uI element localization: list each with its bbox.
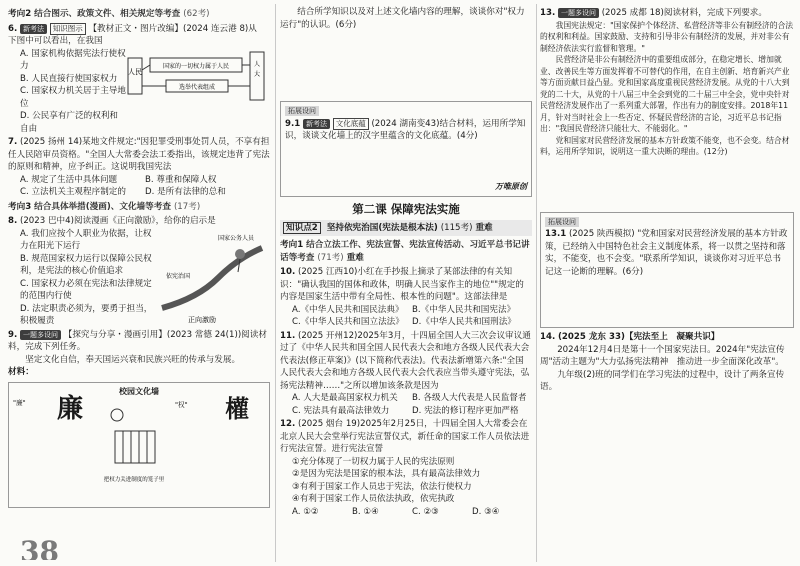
culture-wall-box: 校园文化墙 "廉" 廉 把权力关进制度的笼子里 "权" 權: [8, 382, 270, 508]
brand-logo: 万唯原创: [495, 181, 527, 191]
question-12: 12. (2025 烟台 19)2025年2月25日，十四届全国人大常委会在北京人民大会堂举行宪法宣誓仪式，新任命的国家工作人员依法进行宪法宣誓。进行宪法宣誓 ①充分体现了一切权力属于人民的宪法原则 ②是因为宪法是国家的根本法，具有最高法律效力 ③有利于国家工作人员忠于宪法，依法行使权力 ④有利于国家工作人员依法执政，依宪执政 A. ①② B. ①④ C. ②③ D. ③④: [280, 419, 530, 517]
svg-text:国家公务人员: 国家公务人员: [218, 234, 255, 242]
question-11: 11. (2025 开州12)2025年3月，十四届全国人大三次会议审议通过了《中华人民共和国全国人民代表大会和地方各级人民代表大会代表法(修正草案)》(以下简称代表法)。代表法新增第六条:"全国人民代表大会和地方各级人民代表大会代表应当带头遵守宪法，弘扬宪法精神……"之所以增加该条款是因为 A. 人大是最高国家权力机关 B. 各级人大代表是人民监督者 C. 宪法具有最高法律效力 D. 宪法的修订程序更加严格: [280, 330, 531, 416]
power-flow-diagram: [126, 50, 266, 102]
column-divider: [536, 4, 537, 562]
page-number: 38: [20, 534, 59, 560]
right-column: [540, 6, 794, 560]
question-9: 9. 一题多设问 【探究与分享・漫画引用】(2023 常德 24(1))阅读材料，完成下列任务。 坚定文化自信，奉天国运兴衰和民族兴旺的传承与发展。 材料： 校园文化墙 "廉" 廉 把权力关进制度的笼子里 "权" 權: [8, 329, 270, 508]
svg-text:把权力关进制度的笼子里: 把权力关进制度的笼子里: [103, 476, 165, 483]
question-7: 7. (2025 扬州 14)某地文件规定:"因犯罪受刑事处罚人员，不享有担任人民陪审员资格。"全国人大常委会法工委指出，该规定违背了宪法的原则和精神，应予纠正。这说明我国宪法 A. 规定了生活中具体问题 B. 尊重和保障人权 C. 立法机关主观程序制定的 D. 是所有法律的总和: [8, 137, 270, 197]
extended-question-13-1: 拓展设问 13.1 (2025 陕西模拟) "党和国家对民营经济发展的基本方针政策，已经纳入中国特色社会主义制度体系，将一以贯之坚持和落实，不能变，也不会变。"联系所学知识，谈谈你对习近平总书记这一论断的理解。(6分): [540, 212, 794, 329]
svg-text:国家的一切权力属于人民: 国家的一切权力属于人民: [162, 62, 230, 70]
svg-text:大: 大: [253, 70, 261, 78]
exam-direction-1: 考向1 结合立法工作、宪法宣誓、宪法宣传活动、习近平总书记讲话等考查 (71考) 重难: [280, 240, 530, 263]
column-divider: [275, 4, 276, 562]
exam-direction-3: 考向3 结合具体举措(漫画)、文化墙等考查 (17考): [8, 201, 201, 212]
people-box-label: 人民: [128, 67, 142, 76]
answer-space[interactable]: [540, 162, 794, 208]
extended-question-9-1: 拓展设问 9.1 新考法 文化底蕴 (2024 湖南变43)结合材料，运用所学知识，谈谈文化墙上的汉字里蕴含的文化底蕴。(4分) 万唯原创: [280, 101, 532, 197]
question-10: 10. (2025 江西10)小红在手抄报上摘录了某部法律的有关知识："确认我国的国体和政体，明确人民当家作主的地位""规定的内容是国家生活中带有全局性、根本性的问题"。这部法律是 A.《中华人民共和国民法典》 B.《中华人民共和国宪法》 C.《中华人民共和国立法法》 D.《中华人民共和国刑法》: [280, 267, 524, 327]
svg-text:选举代表组成: 选举代表组成: [178, 83, 216, 91]
exam-direction-2: 考向2 结合图示、政策文件、相关规定等考查 (62考): [8, 9, 210, 19]
section-title: 第二课 保障宪法实施: [352, 202, 460, 216]
npc-label: 人: [253, 60, 261, 68]
new-method-tag: 新考法: [20, 24, 47, 34]
svg-text:依宪治国: 依宪治国: [166, 272, 191, 280]
left-column: [8, 6, 270, 560]
question-6: 6. 新考法 知识图示 【教材正文・图片改编】(2024 连云港 8)从 下图中可以看出，在我国 A. 国家机构依据宪法行使权力 B. 人民直接行使国家权力 C. 国家权力机关居于主导地位 D. 公民享有广泛的权利和自由 人民 国家的一切权力属于人民 人 大 选举代表组成: [8, 23, 270, 136]
positive-incentive-cartoon: [158, 228, 266, 324]
svg-text:正向激励: 正向激励: [188, 315, 216, 324]
knowledge-point-2: 知识点2 坚持依宪治国(宪法是根本法) (115考) 重难: [280, 220, 532, 237]
question-13: 13. 一题多设问 (2025 成都 18)阅读材料，完成下列要求。 我国宪法规定："国家保护个体经济、私营经济等非公有制经济的合法的权利和利益。国家鼓励、支持和引导非公有制经济的发展，并对非公有制经济依法实行监督和管理。" 民营经济是非公有制经济中的重要组成部分，在稳定增长、增加就业、改善民生等方面发挥着不可替代的作用，在自主创新、培育新兴产业等方面贡献日益凸显。党和国家高度重视民营经济发展。从党的十八大到党的二十大，从党的十八届三中全会到党的二十届三中全会，党中央针对民营经济发展作出了一系列重大部署，作出有力的制度安排。2018年11月，针对当时社会上一些否定、怀疑民营经济的言论，习近平总书记指出："我国民营经济只能壮大、不能弱化。" 党和国家对民营经济发展的基本方针政策不能变，也不会变。结合材料，运用所学知识，说明这一重大决断的理由。(12分): [540, 8, 794, 156]
middle-column: 结合所学知识以及对上述文化墙内容的理解，谈谈你对"权力运行"的认识。(6分) 拓展设问 9.1 新考法 文化底蕴 (2024 湖南变43)结合材料，运用所学知识，谈谈文化墙上的汉字里蕴含的文化底蕴。(4分) 万唯原创 第二课 保障宪法实施 知识点2 坚持依宪治国(宪法是根本法) (115考) 重难 考向1 结合立法工作、宪法宣誓、宪法宣传活动、习近平总书记讲话等考查 (71考) 重难 10. (2025 江西10)小红在手抄报上摘录了某部法律的有关知识："确认我国的国体和政体，明确人民当家作主的地位""规定的内容是国家生活中带有全局性、根本性的问题"。这部法律是 A.《中华人民共和国民法典》 B.《中华人民共和国宪法》 C.《中华人民共和国立法法》 D.《中华人民共和国刑法》 11. (2025 开州12)2025年3月，十四届全国人大三次会议审议通过了《中华人民共和国全国人民代表大会和地方各级人民代表大会代表法(修正草案)》(以下简称代表法)。代表法新增第六条:"全国人民代表大会和地方各级人民代表大会代表应当带头遵守宪法，弘扬宪法精神……"之所以增加该条款是因为 A. 人大是最高国家权力机关 B. 各级人大代表是人民监督者 C. 宪法具有最高法律效力 D. 宪法的修订程序更加严格 12. (2025 烟台 19)2025年2月25日，十四届全国人大常委会在北京人民大会堂举行宪法宣誓仪式，新任命的国家工作人员依法进行宪法宣誓。进行宪法宣誓 ①充分体现了一切权力属于人民的宪法原则 ②是因为宪法是国家的根本法，具有最高法律效力 ③有利于国家工作人员忠于宪法，依法行使权力 ④有利于国家工作人员依法执政，依宪执政 A. ①② B. ①④ C. ②③ D. ③④: [280, 7, 531, 517]
quan-character: 權: [225, 394, 249, 423]
question-14: 14. (2025 龙东 33)【宪法至上 凝聚共识】 2024年12月4日是第十一个国家宪法日。2024年"宪法宣传周"活动主题为"大力弘扬宪法精神 推动进一步全面深化改革"。 九年级(2)班的同学们在学习宪法的过程中，设计了两条宣传语。: [540, 332, 785, 392]
power-cage-drawing: [99, 407, 169, 487]
lian-text: "廉": [13, 398, 26, 407]
question-8: 8. (2023 巴中4)阅读漫画《正向激励》，给你的启示是 A. 我们应按个人职业为依据，让权力在阳光下运行 B. 规范国家权力运行以保障公民权利，是宪法的核心价值追求 C. 国家权力必须在宪法和法律规定的范围内行使 D. 法定职责必须为，要勇于担当，积极履责 国家公务人员 依宪治国 正向激励: [8, 215, 270, 328]
lian-character: 廉: [57, 393, 84, 424]
answer-space[interactable]: [280, 35, 532, 97]
